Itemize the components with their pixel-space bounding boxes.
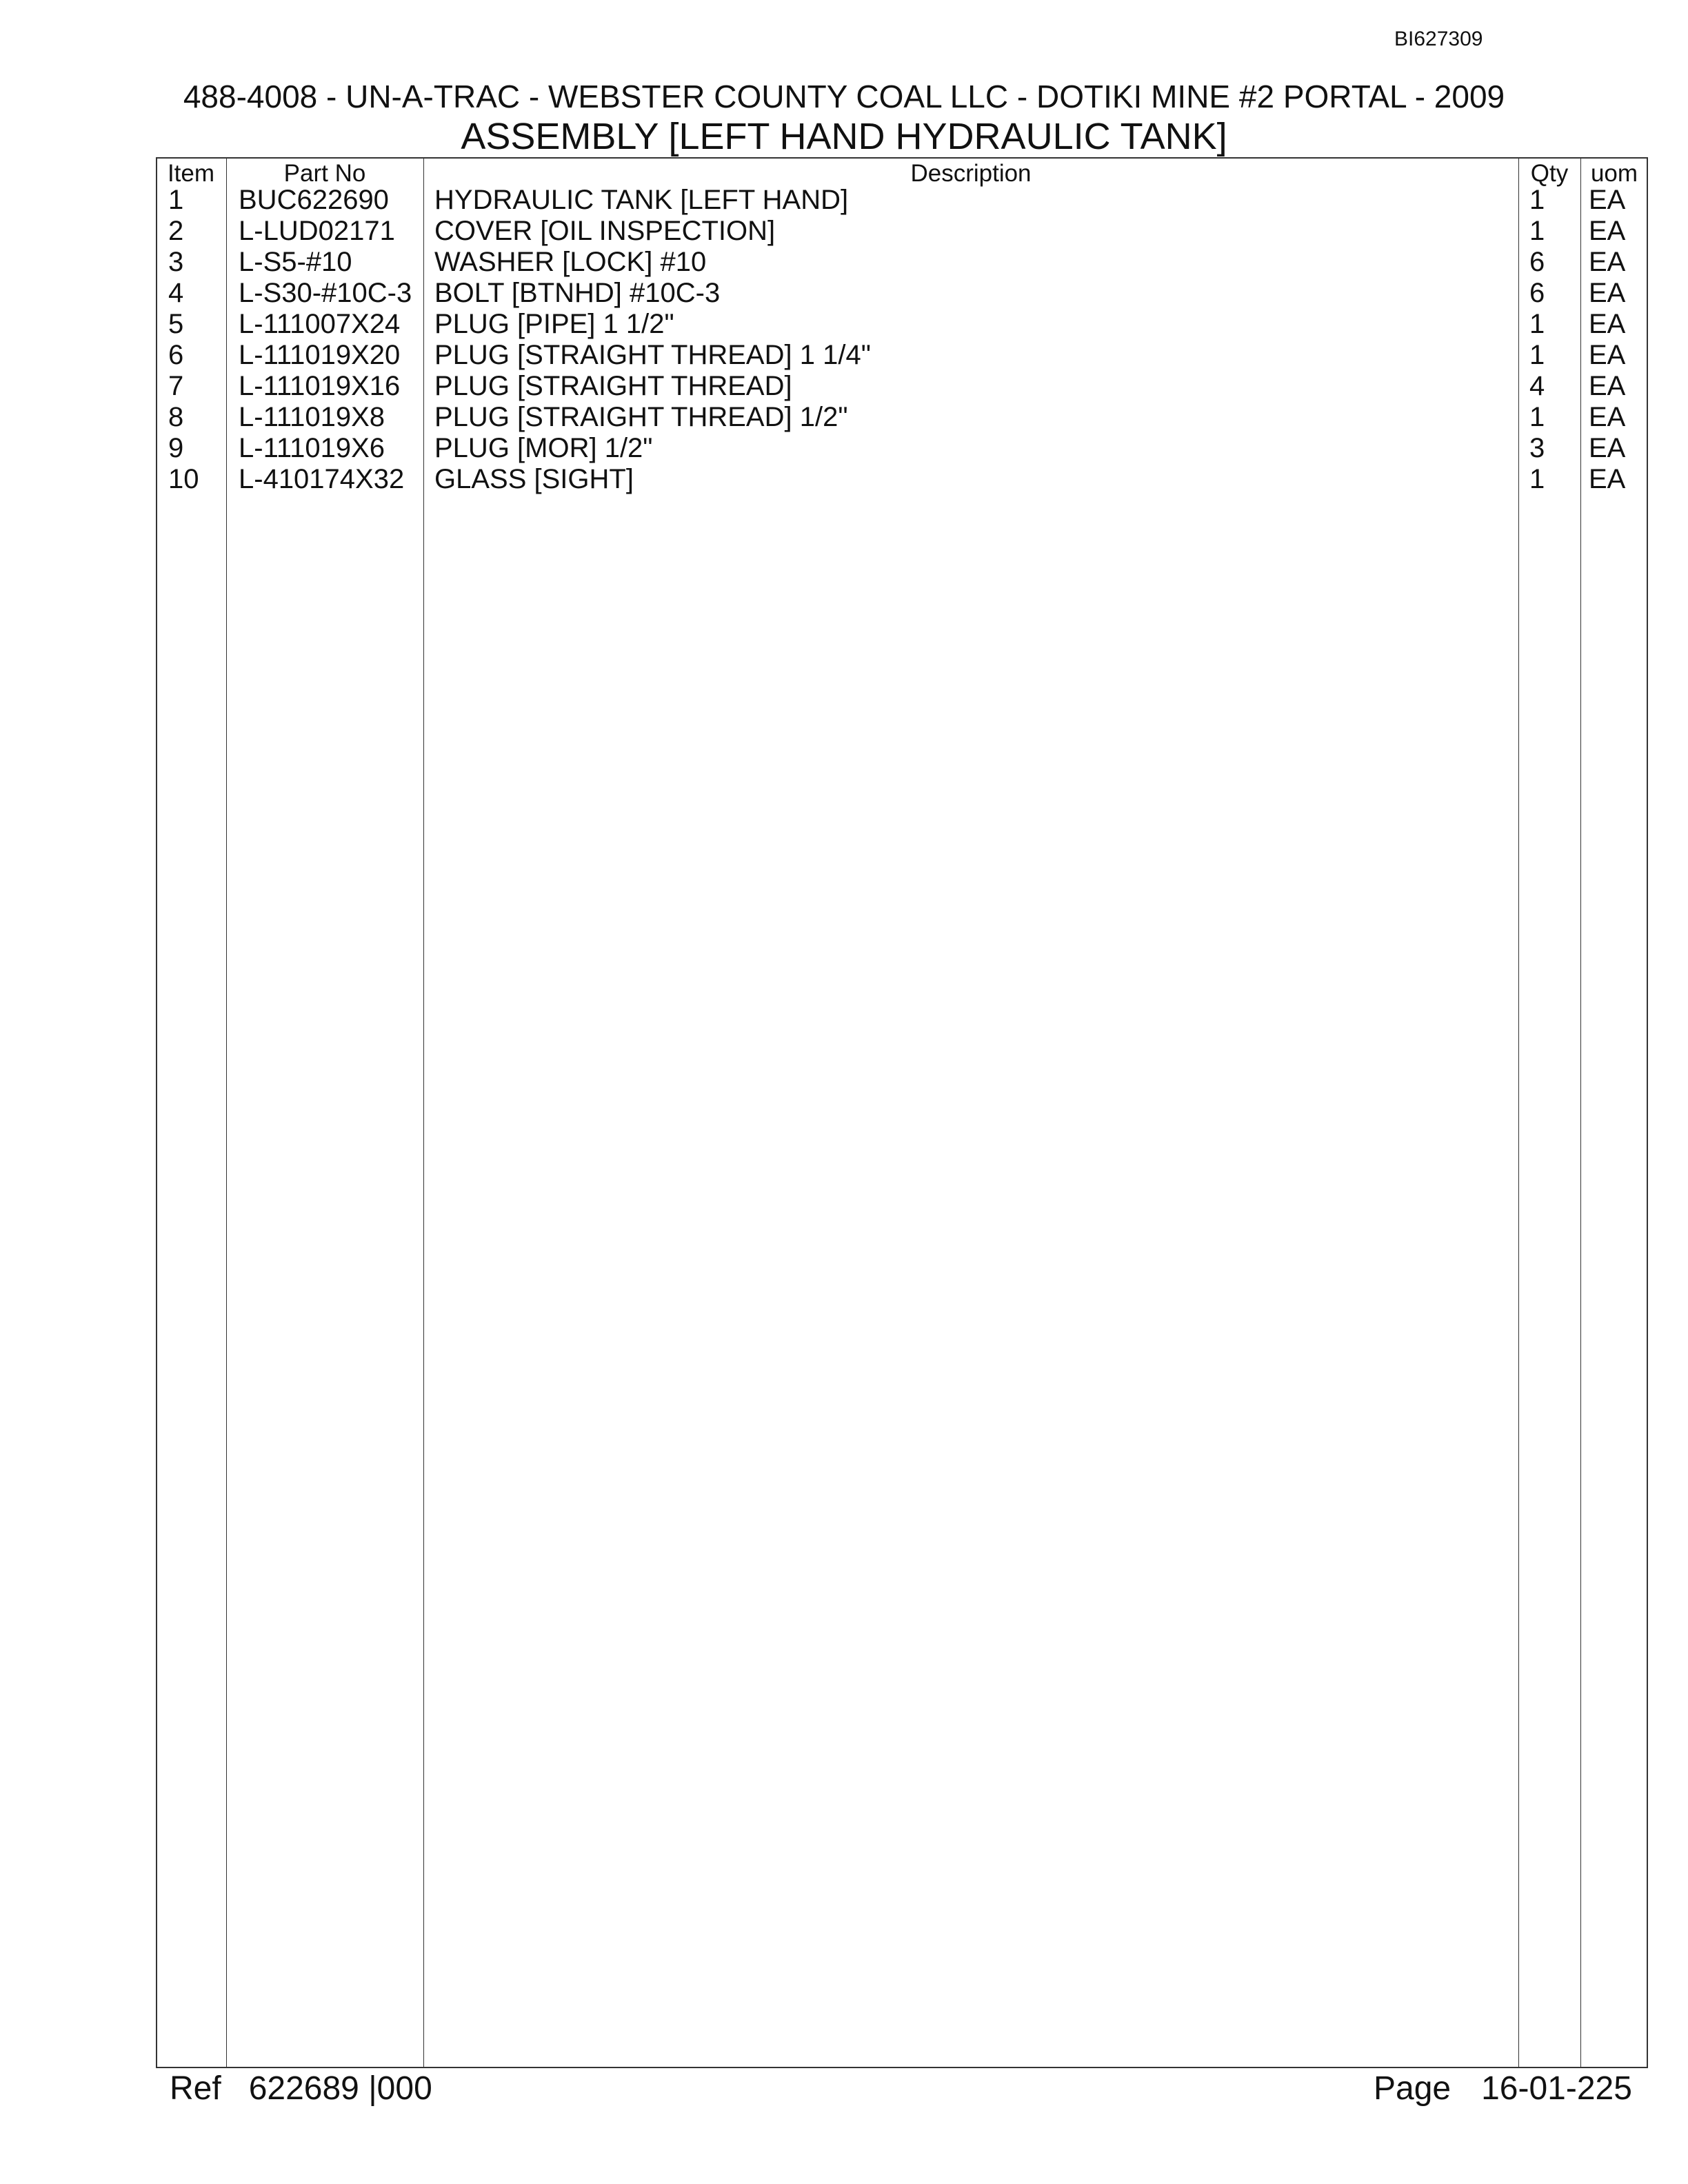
cell-qty: 1 xyxy=(1529,340,1545,370)
cell-uom: EA xyxy=(1589,433,1626,463)
cell-item: 7 xyxy=(168,371,184,401)
footer-ref xyxy=(170,2068,432,2110)
cell-item: 6 xyxy=(168,340,184,370)
header-description: Description xyxy=(910,160,1032,187)
cell-description: HYDRAULIC TANK [LEFT HAND] xyxy=(434,185,849,215)
cell-qty: 3 xyxy=(1529,433,1545,463)
cell-item: 1 xyxy=(168,185,184,215)
cell-uom: EA xyxy=(1589,309,1626,339)
cell-qty: 6 xyxy=(1529,278,1545,308)
cell-part-no: BUC622690 xyxy=(239,185,389,215)
cell-item: 4 xyxy=(168,278,184,308)
cell-uom: EA xyxy=(1589,278,1626,308)
cell-qty: 6 xyxy=(1529,247,1545,277)
cell-description: PLUG [STRAIGHT THREAD] xyxy=(434,371,792,401)
cell-uom: EA xyxy=(1589,185,1626,215)
column-divider xyxy=(226,157,227,2068)
cell-description: PLUG [MOR] 1/2" xyxy=(434,433,653,463)
header-part-no: Part No xyxy=(283,160,366,187)
cell-qty: 1 xyxy=(1529,309,1545,339)
cell-item: 2 xyxy=(168,216,184,246)
cell-description: PLUG [STRAIGHT THREAD] 1 1/4" xyxy=(434,340,871,370)
cell-description: PLUG [STRAIGHT THREAD] 1/2" xyxy=(434,402,848,432)
cell-part-no: L-S5-#10 xyxy=(239,247,352,277)
cell-qty: 1 xyxy=(1529,464,1545,494)
cell-item: 5 xyxy=(168,309,184,339)
cell-item: 10 xyxy=(168,464,199,494)
cell-description: BOLT [BTNHD] #10C-3 xyxy=(434,278,721,308)
cell-uom: EA xyxy=(1589,216,1626,246)
cell-description: WASHER [LOCK] #10 xyxy=(434,247,707,277)
cell-part-no: L-111019X16 xyxy=(239,371,401,401)
document-id: BI627309 xyxy=(1394,28,1483,50)
cell-part-no: L-111019X8 xyxy=(239,402,385,432)
cell-qty: 1 xyxy=(1529,216,1545,246)
page-label: Page xyxy=(1374,2070,1451,2107)
cell-uom: EA xyxy=(1589,247,1626,277)
header-uom: uom xyxy=(1590,160,1638,187)
cell-uom: EA xyxy=(1589,402,1626,432)
cell-item: 3 xyxy=(168,247,184,277)
cell-part-no: L-111007X24 xyxy=(239,309,401,339)
cell-qty: 4 xyxy=(1529,371,1545,401)
ref-label: Ref xyxy=(170,2070,221,2107)
cell-description: GLASS [SIGHT] xyxy=(434,464,634,494)
cell-description: PLUG [PIPE] 1 1/2" xyxy=(434,309,674,339)
page-value: 16-01-225 xyxy=(1481,2070,1632,2107)
document-title: 488-4008 - UN-A-TRAC - WEBSTER COUNTY COAL LLC - DOTIKI MINE #2 PORTAL - 2009 xyxy=(183,79,1505,114)
header-qty: Qty xyxy=(1530,160,1569,187)
assembly-title: ASSEMBLY [LEFT HAND HYDRAULIC TANK] xyxy=(461,116,1227,157)
cell-item: 9 xyxy=(168,433,184,463)
cell-part-no: L-111019X6 xyxy=(239,433,385,463)
ref-value: 622689 |000 xyxy=(248,2070,432,2107)
cell-part-no: L-111019X20 xyxy=(239,340,401,370)
footer-page xyxy=(1374,2068,1632,2110)
cell-qty: 1 xyxy=(1529,402,1545,432)
cell-uom: EA xyxy=(1589,464,1626,494)
cell-uom: EA xyxy=(1589,340,1626,370)
cell-item: 8 xyxy=(168,402,184,432)
column-divider xyxy=(423,157,424,2068)
header-item: Item xyxy=(167,160,215,187)
cell-part-no: L-LUD02171 xyxy=(239,216,395,246)
cell-uom: EA xyxy=(1589,371,1626,401)
column-divider xyxy=(1518,157,1519,2068)
cell-description: COVER [OIL INSPECTION] xyxy=(434,216,776,246)
column-divider xyxy=(1580,157,1581,2068)
cell-part-no: L-410174X32 xyxy=(239,464,405,494)
cell-qty: 1 xyxy=(1529,185,1545,215)
cell-part-no: L-S30-#10C-3 xyxy=(239,278,412,308)
